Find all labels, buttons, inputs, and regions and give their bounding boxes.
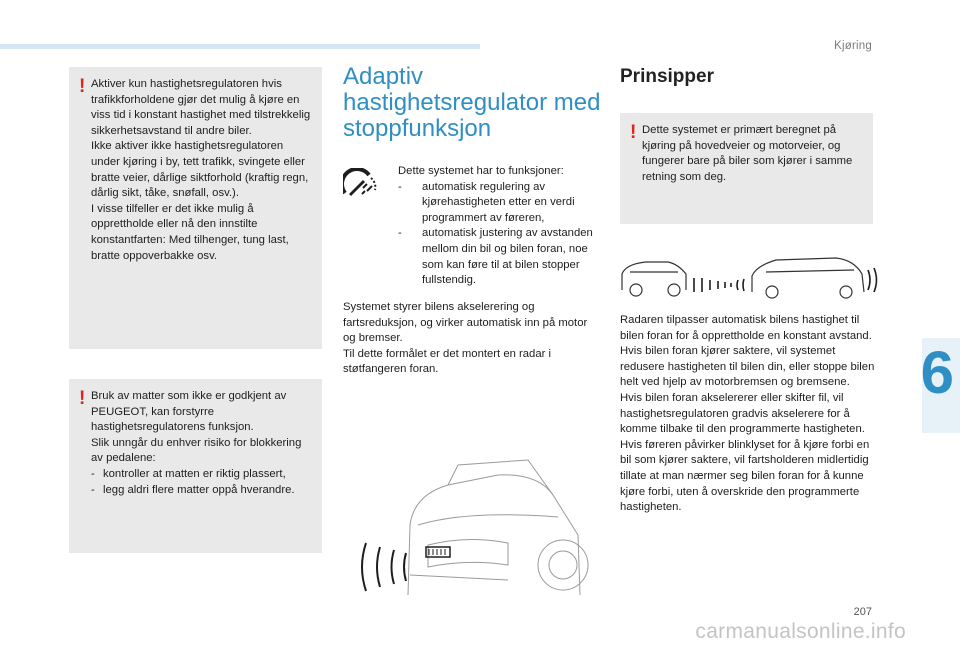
- warning-1-para-2: Ikke aktiver ikke hastighetsregulatoren under kjøring i by, tett trafikk, svingete eller bratte veier, dårlige siktforhold (kraftig regn, dårlig sikt, tåke, snøfall, osv.).: [91, 140, 309, 200]
- list-item: - automatisk regulering av kjørehastigheten etter en verdi programmert av føreren,: [398, 180, 575, 224]
- right-para-4: Hvis føreren påvirker blinklyset for å kjøre forbi en bil som kjører saktere, vil fartsholderen midlertidig tillate at man nærmer seg bilen foran for å kunne kjøre forbi, uten å overskride den programmerte hastigheten.: [620, 438, 870, 514]
- warning-text-1: [91, 77, 314, 264]
- middle-para-1: Systemet styrer bilens akselerering og fartsreduksjon, og virker automatisk inn på motor og bremser.: [343, 301, 588, 345]
- warning-2-para-1: Bruk av matter som ikke er godkjent av PEUGEOT, kan forstyrre hastighetsregulatorens funksjon.: [91, 390, 287, 434]
- intro-line: Dette systemet har to funksjoner:: [398, 165, 564, 177]
- list-item: - legg aldri flere matter oppå hverandre.: [91, 483, 295, 496]
- intro-text: [398, 164, 598, 289]
- section-label: Kjøring: [834, 40, 872, 52]
- middle-body-text: [343, 300, 593, 378]
- page-title: Adaptiv hastighetsregulator med stoppfunksjon: [343, 63, 601, 142]
- right-para-3: Hvis bilen foran akselererer eller skifter fil, vil hastighetsregulatoren gradvis akselerere for å komme tilbake til den programmerte hastigheten.: [620, 391, 865, 436]
- right-para-2: Hvis bilen foran kjører saktere, vil systemet redusere hastigheten til bilen din, eller stoppe bilen helt ved hjelp av motorbremsen og bremsene.: [620, 345, 875, 389]
- top-accent-bar: [0, 44, 480, 49]
- right-body-text: [620, 313, 880, 516]
- warning-text-2: [91, 389, 314, 498]
- warning-text-3: [642, 123, 865, 185]
- speedometer-icon: [343, 168, 377, 198]
- list-item: - kontroller at matten er riktig plassert,: [91, 467, 286, 480]
- list-item: - automatisk justering av avstanden mellom din bil og bilen foran, noe som kan føre til at bilen stopper fullstendig.: [398, 227, 593, 287]
- middle-para-2: Til dette formålet er det montert en radar i støtfangeren foran.: [343, 347, 552, 376]
- warning-box-2: [69, 379, 322, 553]
- right-para-1: Radaren tilpasser automatisk bilens hastighet til bilen foran for å opprettholde en konstant avstand.: [620, 314, 872, 342]
- warning-mark-icon: !: [79, 388, 86, 409]
- warning-box-1: [69, 67, 322, 349]
- warning-2-para-2: Slik unngår du enhver risiko for blokkering av pedalene:: [91, 436, 302, 465]
- two-cars-radar-illustration: [616, 250, 880, 300]
- chapter-number: 6: [920, 339, 954, 406]
- section-heading: Prinsipper: [620, 66, 714, 87]
- page-number: 207: [853, 606, 872, 618]
- warning-box-3: [620, 113, 873, 224]
- watermark: carmanualsonline.info: [695, 620, 906, 643]
- warning-mark-icon: !: [630, 122, 637, 143]
- warning-1-para-3: I visse tilfeller er det ikke mulig å opprettholde eller nå den innstilte konstantfarten: Med tilhenger, tung last, bratte oppoverbakke osv.: [91, 202, 289, 262]
- car-front-radar-illustration: [348, 455, 598, 605]
- warning-mark-icon: !: [79, 76, 86, 97]
- warning-3-para: Dette systemet er primært beregnet på kjøring på hovedveier og motorveier, og fungerer bare på biler som kjører i samme retning som deg.: [642, 124, 853, 183]
- warning-1-para-1: Aktiver kun hastighetsregulatoren hvis trafikkforholdene gjør det mulig å kjøre en viss tid i konstant hastighet med tilstrekkelig sikkerhetsavstand til andre biler.: [91, 78, 311, 137]
